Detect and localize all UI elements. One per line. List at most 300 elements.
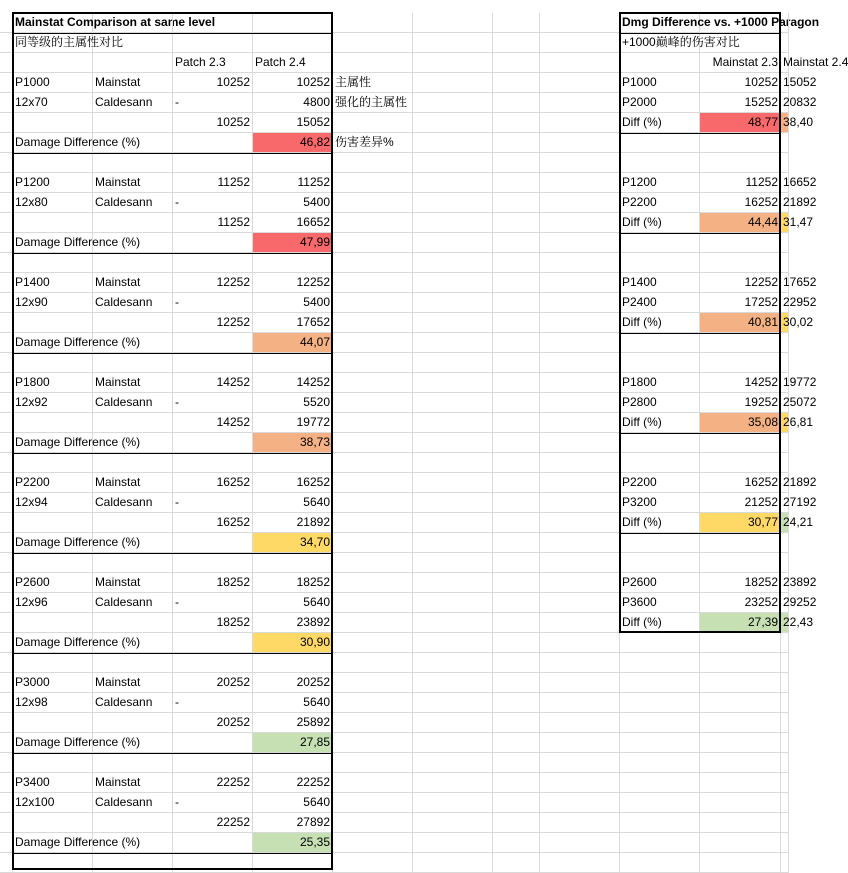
cell[interactable] [413, 413, 493, 433]
cell[interactable] [0, 93, 13, 113]
cell[interactable] [0, 133, 13, 153]
dash-placeholder[interactable]: - [173, 193, 253, 213]
cell[interactable] [540, 713, 620, 733]
cell[interactable] [493, 373, 540, 393]
cell[interactable] [413, 53, 493, 73]
paragon-plus-1000[interactable]: P3600 [620, 593, 700, 613]
cell[interactable] [540, 253, 620, 273]
cell[interactable] [0, 193, 13, 213]
paragon-level[interactable]: P3400 [13, 773, 93, 793]
cell[interactable] [493, 13, 540, 33]
cell[interactable] [700, 333, 781, 353]
cell[interactable] [413, 713, 493, 733]
cell[interactable] [413, 393, 493, 413]
cell[interactable] [540, 813, 620, 833]
cell[interactable] [0, 793, 13, 813]
damage-difference-label[interactable]: Damage Difference (%) [13, 533, 93, 553]
cell[interactable] [333, 833, 413, 853]
total-2-4-value[interactable]: 25892 [253, 713, 333, 733]
cell[interactable] [540, 213, 620, 233]
note-damage-difference[interactable]: 伤害差异% [333, 133, 413, 153]
cell[interactable] [781, 153, 789, 173]
cell[interactable] [0, 573, 13, 593]
cell[interactable] [540, 13, 620, 33]
cell[interactable] [620, 813, 700, 833]
caldesann-value[interactable]: 5640 [253, 593, 333, 613]
cell[interactable] [413, 313, 493, 333]
cell[interactable] [781, 13, 789, 33]
cell[interactable] [700, 553, 781, 573]
cell[interactable] [540, 473, 620, 493]
cell[interactable] [700, 793, 781, 813]
cell[interactable] [540, 533, 620, 553]
cell[interactable] [93, 413, 173, 433]
cell[interactable] [620, 533, 700, 553]
cell[interactable] [493, 833, 540, 853]
cell[interactable] [493, 193, 540, 213]
cell[interactable] [93, 253, 173, 273]
cell[interactable] [540, 493, 620, 513]
cell[interactable] [700, 693, 781, 713]
total-2-3-value[interactable]: 22252 [173, 813, 253, 833]
total-2-4-value[interactable]: 19772 [253, 413, 333, 433]
damage-difference-value[interactable]: 44,07 [253, 333, 333, 353]
plus-1000-2-3-value[interactable]: 19252 [700, 393, 781, 413]
paragon-base[interactable]: P1200 [620, 173, 700, 193]
cell[interactable] [93, 333, 173, 353]
cell[interactable] [493, 633, 540, 653]
cell[interactable] [333, 273, 413, 293]
cell[interactable] [781, 713, 789, 733]
cell[interactable] [13, 553, 93, 573]
cell[interactable] [413, 293, 493, 313]
cell[interactable] [333, 853, 413, 873]
cell[interactable] [781, 133, 789, 153]
cell[interactable] [93, 353, 173, 373]
cell[interactable] [0, 633, 13, 653]
cell[interactable] [493, 233, 540, 253]
cell[interactable] [333, 353, 413, 373]
cell[interactable] [413, 193, 493, 213]
cell[interactable] [493, 753, 540, 773]
cell[interactable] [413, 633, 493, 653]
dash-placeholder[interactable]: - [173, 93, 253, 113]
damage-difference-value[interactable]: 38,73 [253, 433, 333, 453]
cell[interactable] [333, 733, 413, 753]
cell[interactable] [13, 813, 93, 833]
cell[interactable] [413, 473, 493, 493]
paragon-level[interactable]: P1800 [13, 373, 93, 393]
cell[interactable] [0, 813, 13, 833]
mainstat-label[interactable]: Mainstat [93, 373, 173, 393]
cell[interactable] [781, 693, 789, 713]
cell[interactable] [0, 453, 13, 473]
base-2-4-value[interactable]: 17652 [781, 273, 789, 293]
cell[interactable] [540, 673, 620, 693]
cell[interactable] [333, 113, 413, 133]
cell[interactable] [0, 353, 13, 373]
cell[interactable] [173, 33, 253, 53]
cell[interactable] [173, 653, 253, 673]
cell[interactable] [93, 113, 173, 133]
caldesann-value[interactable]: 5520 [253, 393, 333, 413]
cell[interactable] [493, 413, 540, 433]
cell[interactable] [781, 553, 789, 573]
diff-2-4-value[interactable]: 24,21 [781, 513, 789, 533]
cell[interactable] [413, 773, 493, 793]
cell[interactable] [333, 313, 413, 333]
cell[interactable] [620, 773, 700, 793]
cell[interactable] [620, 153, 700, 173]
cell[interactable] [0, 253, 13, 273]
mainstat-2-3-value[interactable]: 20252 [173, 673, 253, 693]
cell[interactable] [781, 453, 789, 473]
cell[interactable] [493, 593, 540, 613]
cell[interactable] [93, 553, 173, 573]
cell[interactable] [540, 353, 620, 373]
cell[interactable] [173, 353, 253, 373]
cell[interactable] [333, 773, 413, 793]
cell[interactable] [93, 533, 173, 553]
mainstat-2-4-value[interactable]: 18252 [253, 573, 333, 593]
cell[interactable] [333, 573, 413, 593]
cell[interactable] [0, 373, 13, 393]
cell[interactable] [413, 33, 493, 53]
cell[interactable] [13, 613, 93, 633]
cell[interactable] [93, 633, 173, 653]
cell[interactable] [781, 533, 789, 553]
total-2-4-value[interactable]: 17652 [253, 313, 333, 333]
paragon-plus-1000[interactable]: P3200 [620, 493, 700, 513]
mainstat-2-3-value[interactable]: 10252 [173, 73, 253, 93]
caldesann-value[interactable]: 5400 [253, 193, 333, 213]
cell[interactable] [620, 133, 700, 153]
cell[interactable] [493, 113, 540, 133]
cell[interactable] [93, 153, 173, 173]
cell[interactable] [0, 833, 13, 853]
cell[interactable] [93, 453, 173, 473]
cell[interactable] [540, 833, 620, 853]
dash-placeholder[interactable]: - [173, 293, 253, 313]
damage-difference-label[interactable]: Damage Difference (%) [13, 133, 93, 153]
cell[interactable] [413, 13, 493, 33]
mainstat-2-4-value[interactable]: 12252 [253, 273, 333, 293]
damage-difference-value[interactable]: 47,99 [253, 233, 333, 253]
total-2-3-value[interactable]: 14252 [173, 413, 253, 433]
cell[interactable] [333, 693, 413, 713]
cell[interactable] [700, 813, 781, 833]
cell[interactable] [493, 133, 540, 153]
mainstat-2-3-value[interactable]: 16252 [173, 473, 253, 493]
diff-label[interactable]: Diff (%) [620, 613, 700, 633]
cell[interactable] [253, 453, 333, 473]
dash-placeholder[interactable]: - [173, 393, 253, 413]
cell[interactable] [620, 793, 700, 813]
diff-label[interactable]: Diff (%) [620, 313, 700, 333]
cell[interactable] [700, 433, 781, 453]
cell[interactable] [93, 853, 173, 873]
cell[interactable] [93, 733, 173, 753]
cell[interactable] [333, 493, 413, 513]
cell[interactable] [13, 513, 93, 533]
total-2-4-value[interactable]: 23892 [253, 613, 333, 633]
cell[interactable] [620, 693, 700, 713]
cell[interactable] [493, 773, 540, 793]
cell[interactable] [93, 713, 173, 733]
cell[interactable] [93, 813, 173, 833]
mainstat-2-3-value[interactable]: 12252 [173, 273, 253, 293]
cell[interactable] [700, 713, 781, 733]
cell[interactable] [413, 513, 493, 533]
caldesann-value[interactable]: 4800 [253, 93, 333, 113]
cell[interactable] [781, 753, 789, 773]
mainstat-2-3-value[interactable]: 18252 [173, 573, 253, 593]
cell[interactable] [781, 633, 789, 653]
cell[interactable] [540, 633, 620, 653]
cell[interactable] [413, 673, 493, 693]
cell[interactable] [13, 653, 93, 673]
plus-1000-2-4-value[interactable]: 29252 [781, 593, 789, 613]
cell[interactable] [413, 453, 493, 473]
plus-1000-2-3-value[interactable]: 16252 [700, 193, 781, 213]
paragon-base[interactable]: P1000 [620, 73, 700, 93]
cell[interactable] [413, 833, 493, 853]
cell[interactable] [493, 213, 540, 233]
plus-1000-2-4-value[interactable]: 22952 [781, 293, 789, 313]
paragon-base[interactable]: P2200 [620, 473, 700, 493]
gem-config[interactable]: 12x98 [13, 693, 93, 713]
cell[interactable] [253, 33, 333, 53]
base-2-3-value[interactable]: 18252 [700, 573, 781, 593]
cell[interactable] [0, 153, 13, 173]
damage-difference-label[interactable]: Damage Difference (%) [13, 633, 93, 653]
gem-config[interactable]: 12x70 [13, 93, 93, 113]
cell[interactable] [0, 233, 13, 253]
cell[interactable] [413, 153, 493, 173]
cell[interactable] [781, 433, 789, 453]
damage-difference-value[interactable]: 46,82 [253, 133, 333, 153]
cell[interactable] [620, 333, 700, 353]
mainstat-2-4-value[interactable]: 22252 [253, 773, 333, 793]
cell[interactable] [333, 413, 413, 433]
cell[interactable] [620, 433, 700, 453]
cell[interactable] [93, 753, 173, 773]
base-2-3-value[interactable]: 10252 [700, 73, 781, 93]
cell[interactable] [13, 853, 93, 873]
cell[interactable] [333, 33, 413, 53]
cell[interactable] [493, 33, 540, 53]
cell[interactable] [540, 313, 620, 333]
cell[interactable] [413, 333, 493, 353]
cell[interactable] [0, 33, 13, 53]
diff-2-3-value[interactable]: 27,39 [700, 613, 781, 633]
cell[interactable] [493, 673, 540, 693]
diff-2-4-value[interactable]: 26,81 [781, 413, 789, 433]
cell[interactable] [493, 493, 540, 513]
cell[interactable] [781, 333, 789, 353]
diff-2-4-value[interactable]: 31,47 [781, 213, 789, 233]
cell[interactable] [540, 553, 620, 573]
dash-placeholder[interactable]: - [173, 693, 253, 713]
cell[interactable] [333, 13, 413, 33]
cell[interactable] [333, 153, 413, 173]
cell[interactable] [540, 133, 620, 153]
caldesann-label[interactable]: Caldesann [93, 793, 173, 813]
cell[interactable] [173, 633, 253, 653]
paragon-base[interactable]: P1400 [620, 273, 700, 293]
base-2-3-value[interactable]: 12252 [700, 273, 781, 293]
dash-placeholder[interactable]: - [173, 493, 253, 513]
cell[interactable] [700, 13, 781, 33]
cell[interactable] [700, 153, 781, 173]
cell[interactable] [333, 373, 413, 393]
paragon-plus-1000[interactable]: P2800 [620, 393, 700, 413]
cell[interactable] [413, 753, 493, 773]
paragon-level[interactable]: P1000 [13, 73, 93, 93]
base-2-3-value[interactable]: 11252 [700, 173, 781, 193]
cell[interactable] [333, 473, 413, 493]
cell[interactable] [493, 153, 540, 173]
cell[interactable] [333, 553, 413, 573]
paragon-level[interactable]: P2600 [13, 573, 93, 593]
cell[interactable] [493, 573, 540, 593]
caldesann-value[interactable]: 5400 [253, 293, 333, 313]
cell[interactable] [253, 853, 333, 873]
cell[interactable] [93, 513, 173, 533]
caldesann-label[interactable]: Caldesann [93, 393, 173, 413]
cell[interactable] [413, 113, 493, 133]
cell[interactable] [700, 633, 781, 653]
cell[interactable] [493, 393, 540, 413]
cell[interactable] [620, 653, 700, 673]
cell[interactable] [173, 453, 253, 473]
dash-placeholder[interactable]: - [173, 593, 253, 613]
caldesann-label[interactable]: Caldesann [93, 293, 173, 313]
cell[interactable] [540, 433, 620, 453]
cell[interactable] [540, 853, 620, 873]
cell[interactable] [781, 833, 789, 853]
cell[interactable] [0, 173, 13, 193]
cell[interactable] [540, 233, 620, 253]
cell[interactable] [173, 833, 253, 853]
diff-2-4-value[interactable]: 22,43 [781, 613, 789, 633]
cell[interactable] [540, 173, 620, 193]
cell[interactable] [620, 633, 700, 653]
paragon-level[interactable]: P1400 [13, 273, 93, 293]
cell[interactable] [700, 533, 781, 553]
cell[interactable] [540, 693, 620, 713]
cell[interactable] [333, 673, 413, 693]
plus-1000-2-3-value[interactable]: 21252 [700, 493, 781, 513]
cell[interactable] [173, 533, 253, 553]
gem-config[interactable]: 12x96 [13, 593, 93, 613]
diff-2-4-value[interactable]: 38,40 [781, 113, 789, 133]
cell[interactable] [93, 313, 173, 333]
cell[interactable] [700, 353, 781, 373]
cell[interactable] [0, 213, 13, 233]
cell[interactable] [540, 393, 620, 413]
cell[interactable] [93, 433, 173, 453]
right-table-title[interactable]: Dmg Difference vs. +1000 Paragon [620, 13, 700, 33]
cell[interactable] [333, 813, 413, 833]
header-patch-2-3[interactable]: Patch 2.3 [173, 53, 253, 73]
cell[interactable] [540, 93, 620, 113]
cell[interactable] [333, 793, 413, 813]
cell[interactable] [700, 133, 781, 153]
cell[interactable] [413, 233, 493, 253]
cell[interactable] [173, 233, 253, 253]
cell[interactable] [700, 673, 781, 693]
mainstat-2-3-value[interactable]: 11252 [173, 173, 253, 193]
cell[interactable] [413, 813, 493, 833]
cell[interactable] [781, 233, 789, 253]
cell[interactable] [173, 433, 253, 453]
cell[interactable] [173, 753, 253, 773]
cell[interactable] [333, 453, 413, 473]
cell[interactable] [413, 133, 493, 153]
cell[interactable] [540, 613, 620, 633]
cell[interactable] [333, 173, 413, 193]
total-2-3-value[interactable]: 16252 [173, 513, 253, 533]
damage-difference-value[interactable]: 27,85 [253, 733, 333, 753]
cell[interactable] [540, 513, 620, 533]
cell[interactable] [0, 533, 13, 553]
mainstat-label[interactable]: Mainstat [93, 273, 173, 293]
cell[interactable] [413, 93, 493, 113]
paragon-plus-1000[interactable]: P2200 [620, 193, 700, 213]
cell[interactable] [493, 613, 540, 633]
cell[interactable] [493, 653, 540, 673]
cell[interactable] [93, 833, 173, 853]
cell[interactable] [781, 253, 789, 273]
cell[interactable] [0, 553, 13, 573]
mainstat-label[interactable]: Mainstat [93, 573, 173, 593]
cell[interactable] [540, 573, 620, 593]
cell[interactable] [333, 713, 413, 733]
cell[interactable] [333, 393, 413, 413]
cell[interactable] [540, 733, 620, 753]
mainstat-label[interactable]: Mainstat [93, 473, 173, 493]
cell[interactable] [0, 433, 13, 453]
cell[interactable] [0, 53, 13, 73]
cell[interactable] [0, 753, 13, 773]
cell[interactable] [13, 153, 93, 173]
cell[interactable] [540, 73, 620, 93]
cell[interactable] [413, 593, 493, 613]
left-table-title[interactable]: Mainstat Comparison at same level [13, 13, 93, 33]
cell[interactable] [333, 333, 413, 353]
cell[interactable] [0, 473, 13, 493]
cell[interactable] [540, 293, 620, 313]
cell[interactable] [413, 373, 493, 393]
caldesann-label[interactable]: Caldesann [93, 93, 173, 113]
damage-difference-value[interactable]: 30,90 [253, 633, 333, 653]
cell[interactable] [781, 33, 789, 53]
total-2-3-value[interactable]: 10252 [173, 113, 253, 133]
cell[interactable] [493, 793, 540, 813]
diff-label[interactable]: Diff (%) [620, 513, 700, 533]
cell[interactable] [0, 293, 13, 313]
plus-1000-2-3-value[interactable]: 23252 [700, 593, 781, 613]
cell[interactable] [413, 73, 493, 93]
diff-2-3-value[interactable]: 30,77 [700, 513, 781, 533]
cell[interactable] [93, 653, 173, 673]
diff-label[interactable]: Diff (%) [620, 113, 700, 133]
cell[interactable] [620, 713, 700, 733]
cell[interactable] [540, 273, 620, 293]
cell[interactable] [253, 353, 333, 373]
damage-difference-value[interactable]: 34,70 [253, 533, 333, 553]
